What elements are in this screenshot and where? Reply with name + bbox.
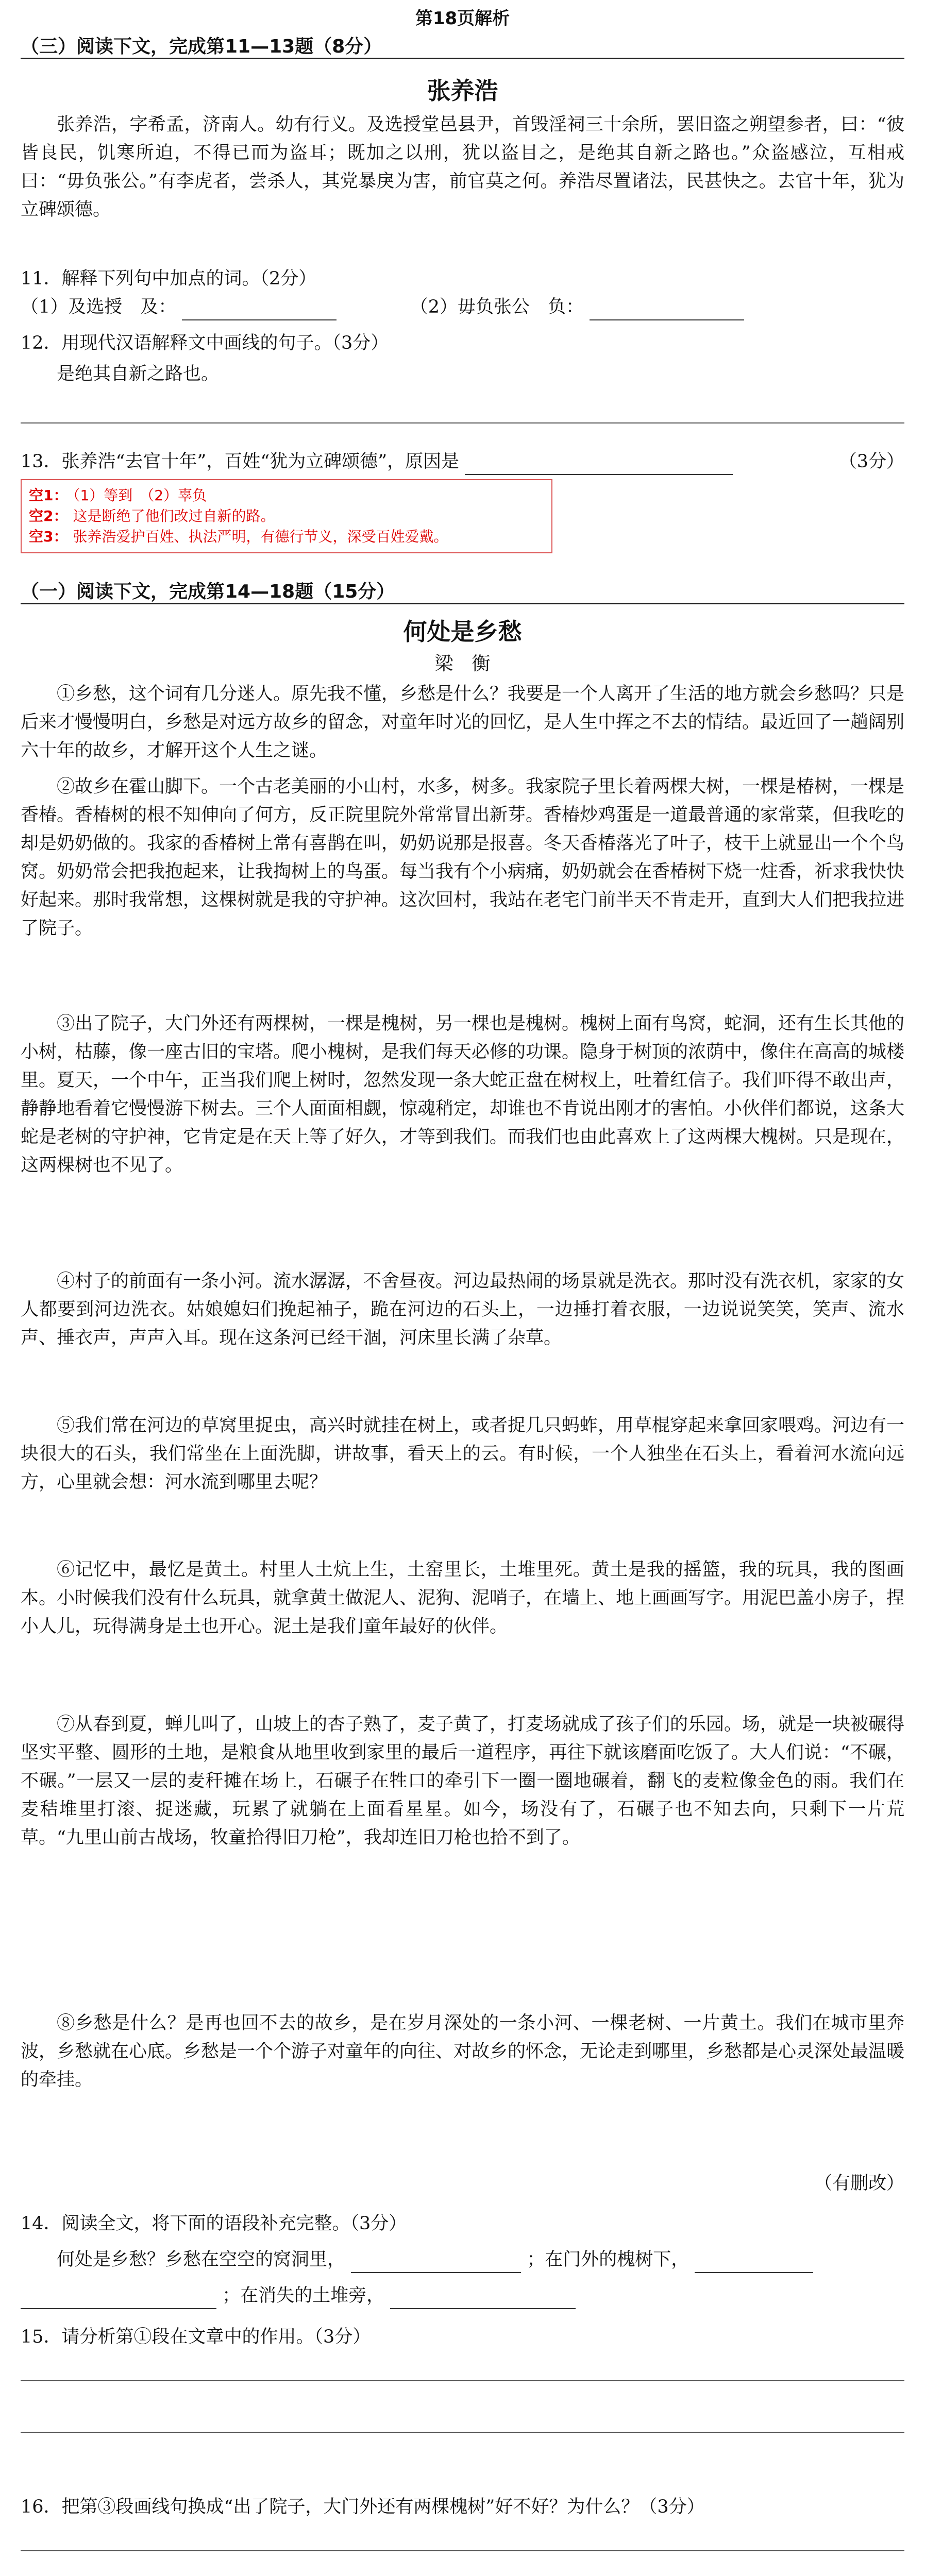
answer-1: 空1： （1）等到 （2）辜负 (29, 487, 207, 504)
section1-heading: （三）阅读下文，完成第11—13题（8分） (21, 36, 382, 57)
q12-sentence: 是绝其自新之路也。 (57, 364, 220, 384)
q16: 16．把第③段画线句换成“出了院子，大门外还有两棵槐树”好不好？为什么？（3分） (21, 2497, 705, 2517)
q16-line1[interactable] (21, 2550, 904, 2551)
paragraph-2: ②故乡在霍山脚下。一个古老美丽的小山村，水多，树多。我家院子里长着两棵大树，一棵是椿树，一棵是香椿。香椿树的根不知伸向了何方，反正院里院外常常冒出新芽。香椿炒鸡蛋是一道最普通的家常菜，但我吃的却是奶奶做的。我家的香椿树上常有喜鹊在叫，奶奶说那是报喜。冬天香椿落光了叶子，枝干上就显出一个个鸟窝。奶奶常会把我抱起来，让我掏树上的鸟蛋。每当我有个小病痛，奶奶就会在香椿树下烧一炷香，祈求我快快好起来。那时我常想，这棵树就是我的守护神。这次回村，我站在老宅门前半天不肯走开，直到大人们把我拉进了院子。 (21, 776, 905, 939)
page-header: 第18页解析 (415, 8, 510, 29)
section2-heading: （一）阅读下文，完成第14—18题（15分） (21, 581, 395, 602)
paragraph-3: ③出了院子，大门外还有两棵树，一棵是槐树，另一棵也是槐树。槐树上面有鸟窝，蛇洞，还有生长其他的小树，枯藤，像一座古旧的宝塔。爬小槐树，是我们每天必修的功课。隐身于树顶的浓荫中，像住在高高的城楼里。夏天，一个中午，正当我们爬上树时，忽然发现一条大蛇正盘在树杈上，吐着红信子。我们吓得不敢出声，静静地看着它慢慢游下树去。三个人面面相觑，惊魂稍定，却谁也不肯说出刚才的害怕。小伙伴们都说，这条大蛇是老树的守护神，它肯定是在天上等了好久，才等到我们。而我们也由此喜欢上了这两棵大槐树。只是现在，这两棵树也不见了。 (21, 1013, 905, 1176)
q13-score: （3分） (838, 451, 904, 472)
section2-title: 何处是乡愁 (403, 618, 522, 646)
q14-text: 14．阅读全文，将下面的语段补充完整。（3分） (21, 2213, 407, 2234)
section2-author: 梁 衡 (434, 653, 491, 674)
q12-text: 12．用现代汉语解释文中画线的句子。（3分） (21, 333, 389, 353)
q12 (21, 330, 904, 357)
section1-title: 张养浩 (427, 77, 498, 105)
answer-2: 空2： 这是断绝了他们改过自新的路。 (29, 507, 275, 524)
q14-line1b: ；在门外的槐树下， (527, 2249, 689, 2270)
q14-blank2[interactable] (695, 2252, 813, 2273)
paragraph-8: ⑧乡愁是什么？是再也回不去的故乡，是在岁月深处的一条小河、一棵老树、一片黄土。我们在城市里奔波，乡愁就在心底。乡愁是一个个游子对童年的向往、对故乡的怀念，无论走到哪里，乡愁都是心灵深处最温暖的牵挂。 (21, 2013, 905, 2090)
q12-answer-line[interactable] (21, 422, 904, 423)
q15: 15．请分析第①段在文章中的作用。（3分） (21, 2327, 371, 2347)
q11-blank1[interactable] (182, 300, 337, 320)
section2-rule (21, 603, 904, 604)
q14-blank3[interactable] (390, 2289, 576, 2309)
section1-paragraph: 张养浩，字希孟，济南人。幼有行义。及选授堂邑县尹，首毁淫祠三十余所，罢旧盗之朔望参者，曰：“彼皆良民，饥寒所迫，不得已而为盗耳；既加之以刑，犹以盗目之，是绝其自新之路也。”众盗感泣，互相戒曰：“毋负张公。”有李虎者，尝杀人，其党暴戾为害，前官莫之何。养浩尽置诸法，民甚快之。去官十年，犹为立碑颂德。 (21, 114, 904, 220)
paragraph-5: ⑤我们常在河边的草窝里捉虫，高兴时就挂在树上，或者捉几只蚂蚱，用草棍穿起来拿回家喂鸡。河边有一块很大的石头，我们常坐在上面洗脚，讲故事，看天上的云。有时候，一个人独坐在石头上，看着河水流向远方，心里就会想：河水流到哪里去呢？ (21, 1415, 905, 1493)
q14-line1 (21, 2246, 904, 2273)
q14 (21, 2210, 904, 2237)
q14-line2-text: ；在消失的土堆旁， (222, 2285, 385, 2306)
q11-item1: （1）及选授 及： (21, 297, 177, 317)
paragraph-6: ⑥记忆中，最忆是黄土。村里人土炕上生，土窑里长，土堆里死。黄土是我的摇篮，我的玩具，我的图画本。小时候我们没有什么玩具，就拿黄土做泥人、泥狗、泥哨子，在墙上、地上画画写字。用泥巴盖小房子，捏小人儿，玩得满身是土也开心。泥土是我们童年最好的伙伴。 (21, 1560, 905, 1637)
q11-blank2[interactable] (590, 300, 744, 320)
section1-rule (21, 58, 904, 59)
answer-3: 空3： 张养浩爱护百姓、执法严明，有德行节义，深受百姓爱戴。 (29, 528, 448, 545)
q14-blank2b[interactable] (21, 2289, 216, 2309)
source-note: （有删改） (814, 2173, 904, 2194)
q15-line2[interactable] (21, 2432, 904, 2433)
q11 (21, 265, 904, 292)
q14-line2 (21, 2282, 904, 2309)
q11-text: 11．解释下列句中加点的词。（2分） (21, 268, 317, 289)
paragraph-7: ⑦从春到夏，蝉儿叫了，山坡上的杏子熟了，麦子黄了，打麦场就成了孩子们的乐园。场，就是一块被碾得坚实平整、圆形的土地，是粮食从地里收到家里的最后一道程序，再往下就该磨面吃饭了。大人们说：“不碾，不碾。”一层又一层的麦秆摊在场上，石碾子在牲口的牵引下一圈一圈地碾着，翻飞的麦粒像金色的雨。我们在麦秸堆里打滚、捉迷藏，玩累了就躺在上面看星星。如今，场没有了，石碾子也不知去向，只剩下一片荒草。“九里山前古战场，牧童拾得旧刀枪”，我却连旧刀枪也拾不到了。 (21, 1714, 905, 1848)
q13 (21, 448, 904, 475)
q15-line1[interactable] (21, 2380, 904, 2381)
section1-answer-box (21, 479, 552, 553)
q11-items (21, 294, 904, 320)
q13-text: 13．张养浩“去官十年”，百姓“犹为立碑颂德”，原因是 (21, 451, 460, 472)
q13-blank[interactable] (465, 454, 733, 475)
q11-item2: （2）毋负张公 负： (410, 297, 584, 317)
q14-line1a: 何处是乡愁？乡愁在空空的窝洞里， (57, 2249, 346, 2270)
q14-blank1[interactable] (351, 2252, 521, 2273)
paragraph-1: ①乡愁，这个词有几分迷人。原先我不懂，乡愁是什么？我要是一个人离开了生活的地方就会乡愁吗？只是后来才慢慢明白，乡愁是对远方故乡的留念，对童年时光的回忆，是人生中挥之不去的情结。最近回了一趟阔别六十年的故乡，才解开这个人生之谜。 (21, 684, 905, 761)
paragraph-4: ④村子的前面有一条小河。流水潺潺，不舍昼夜。河边最热闹的场景就是洗衣。那时没有洗衣机，家家的女人都要到河边洗衣。姑娘媳妇们挽起袖子，跪在河边的石头上，一边捶打着衣服，一边说说笑笑，笑声、流水声、捶衣声，声声入耳。现在这条河已经干涸，河床里长满了杂草。 (21, 1271, 905, 1348)
